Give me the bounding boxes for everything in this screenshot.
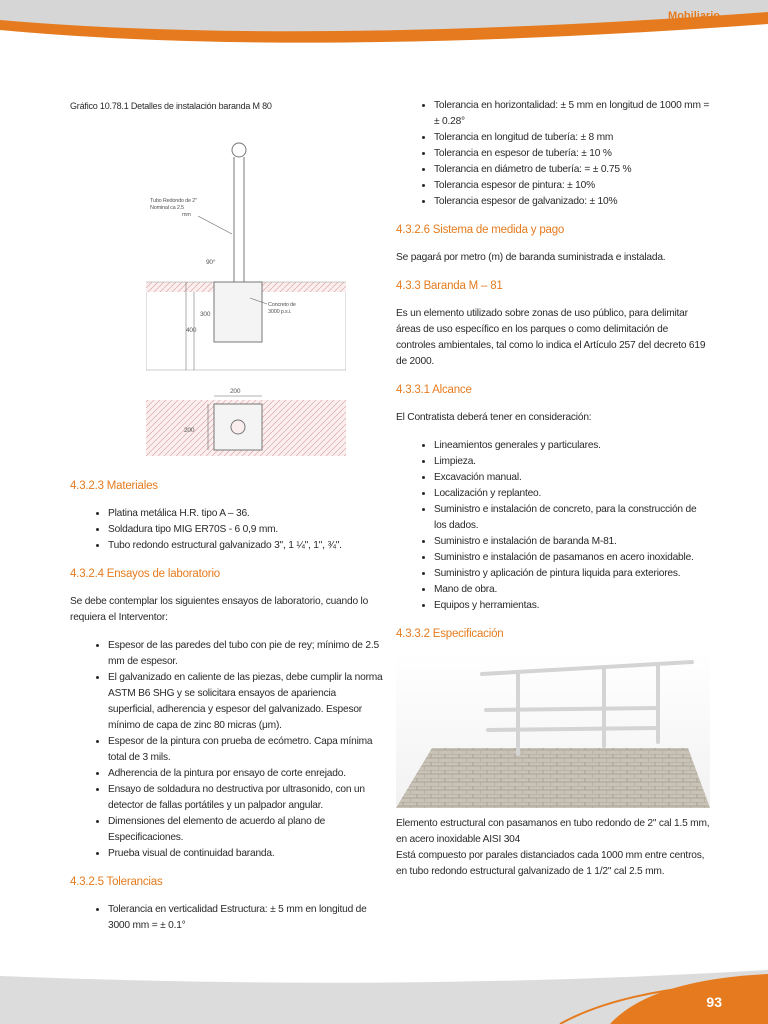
tube-note-3: mm	[182, 212, 191, 218]
heading-especificacion: 4.3.3.2 Especificación	[396, 628, 504, 640]
railing-photo	[396, 650, 710, 808]
list-item: • Limpieza.	[434, 454, 710, 470]
list-item: • Suministro e instalación de concreto, para la construcción de los dados.	[434, 502, 710, 534]
left-column	[70, 98, 384, 934]
footer-band	[0, 940, 768, 1024]
list-item: • Espesor de la pintura con prueba de ecómetro. Capa mínima total de 3 mils.	[108, 734, 384, 766]
dim-400: 400	[186, 327, 197, 334]
list-item: • Mano de obra.	[434, 582, 710, 598]
list-item: • Tolerancia en horizontalidad: ± 5 mm en longitud de 1000 mm = ± 0.28°	[434, 98, 710, 130]
plan-tube	[231, 420, 245, 434]
alcance-list	[396, 438, 710, 614]
list-item: • El galvanizado en caliente de las piezas, debe cumplir la norma ASTM B6 SHG y se solicitara ensayos de apariencia superficial, adherencia y espesor del galvanizado. Espesor mínimo de capa de zinc 80 micras (μm).	[108, 670, 384, 734]
tube-top-circle	[232, 143, 246, 157]
list-item: • Suministro e instalación de pasamanos en acero inoxidable.	[434, 550, 710, 566]
list-item: • Dimensiones del elemento de acuerdo al plano de Especificaciones.	[108, 814, 384, 846]
list-item: • Tolerancia en espesor de tubería: ± 10 %	[434, 146, 710, 162]
tolerancias-cont-list	[396, 98, 710, 210]
concrete-base	[214, 282, 262, 342]
list-item: • Lineamientos generales y particulares.	[434, 438, 710, 454]
dim-300: 300	[200, 311, 211, 318]
header-band	[0, 0, 768, 80]
list-item: • Prueba visual de continuidad baranda.	[108, 846, 384, 862]
list-item: • Suministro y aplicación de pintura liquida para exteriores.	[434, 566, 710, 582]
list-item: • Tolerancia espesor de galvanizado: ± 10%	[434, 194, 710, 210]
ensayos-list	[70, 638, 384, 862]
list-item: • Tolerancia espesor de pintura: ± 10%	[434, 178, 710, 194]
list-item: • Tolerancia en longitud de tubería: ± 8 mm	[434, 130, 710, 146]
medida-text: Se pagará por metro (m) de baranda suministrada e instalada.	[396, 252, 666, 263]
concrete-note-1: Concreto de	[268, 302, 296, 308]
list-item: • Tolerancia en diámetro de tubería: = ± 0.75 %	[434, 162, 710, 178]
tube-note-1: Tubo Redondo de 2"	[150, 198, 197, 204]
list-item: • Espesor de las paredes del tubo con pie de rey; mínimo de 2.5 mm de espesor.	[108, 638, 384, 670]
ground-right	[262, 282, 346, 292]
list-item: • Equipos y herramientas.	[434, 598, 710, 614]
section-title: Mobiliario	[668, 10, 720, 22]
materiales-list	[70, 506, 384, 554]
ground-left	[146, 282, 214, 292]
espec-text-1: Elemento estructural con pasamanos en tubo redondo de 2" cal 1.5 mm, en acero inoxidable AISI 304	[396, 818, 710, 845]
paving-ground	[396, 748, 710, 808]
heading-tolerancias: 4.3.2.5 Tolerancias	[70, 876, 163, 888]
installation-drawing	[146, 120, 346, 456]
alcance-intro: El Contratista deberá tener en consideración:	[396, 412, 592, 423]
baranda-text: Es un elemento utilizado sobre zonas de uso público, para delimitar áreas de uso específico en los parques o como delimitación de controles ambientales, tal como lo indica el Artículo 257 del decreto 619 de 2000.	[396, 308, 706, 367]
list-item: • Soldadura tipo MIG ER70S - 6 0,9 mm.	[108, 522, 384, 538]
list-item: • Suministro e instalación de baranda M-81.	[434, 534, 710, 550]
figure-caption: Gráfico 10.78.1 Detalles de instalación baranda M 80	[70, 101, 272, 111]
dim-200-top: 200	[230, 388, 241, 395]
heading-baranda: 4.3.3 Baranda M – 81	[396, 280, 503, 292]
espec-text-2: Está compuesto por parales distanciados cada 1000 mm entre centros, en tubo redondo estructural galvanizado de 1 1/2" cal 2.5 mm.	[396, 850, 705, 877]
list-item: • Ensayo de soldadura no destructiva por ultrasonido, con un detector de fallas portátiles y un palpador angular.	[108, 782, 384, 814]
heading-materiales: 4.3.2.3 Materiales	[70, 480, 158, 492]
list-item: • Excavación manual.	[434, 470, 710, 486]
heading-alcance: 4.3.3.1 Alcance	[396, 384, 472, 396]
right-column	[396, 98, 710, 880]
heading-ensayos: 4.3.2.4 Ensayos de laboratorio	[70, 568, 220, 580]
list-item: • Tubo redondo estructural galvanizado 3", 1 ¼", 1", ¾".	[108, 538, 384, 554]
ensayos-intro: Se debe contemplar los siguientes ensayos de laboratorio, cuando lo requiera el Interventor:	[70, 596, 369, 623]
tube-note-2: Nominal ca 2.5	[150, 205, 184, 211]
dim-200-side: 200	[184, 427, 195, 434]
page-number: 93	[706, 994, 722, 1010]
list-item: • Platina metálica H.R. tipo A – 36.	[108, 506, 384, 522]
concrete-note-2: 3000 p.s.i.	[268, 309, 292, 315]
heading-medida: 4.3.2.6 Sistema de medida y pago	[396, 224, 565, 236]
angle-label: 90°	[206, 259, 216, 266]
tolerancias-list	[70, 902, 384, 934]
list-item: • Adherencia de la pintura por ensayo de corte enrejado.	[108, 766, 384, 782]
list-item: • Tolerancia en verticalidad Estructura: ± 5 mm en longitud de 3000 mm = ± 0.1°	[108, 902, 384, 934]
list-item: • Localización y replanteo.	[434, 486, 710, 502]
